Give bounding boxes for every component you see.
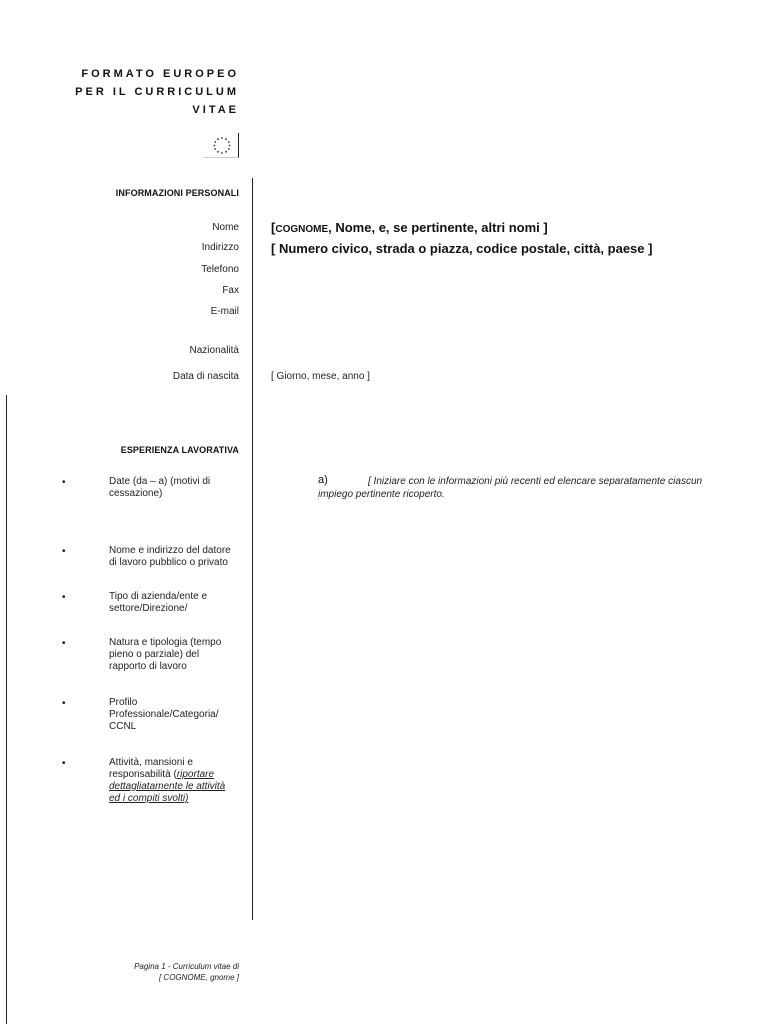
exp-label-contract-type [109, 637, 249, 673]
exp-label-line: Professionale/Categoria/ [109, 709, 219, 720]
personal-info-heading: INFORMAZIONI PERSONALI [115, 188, 239, 198]
bullet: • [62, 592, 66, 603]
exp-label-line: Date (da – a) (motivi di [109, 476, 211, 487]
exp-label-line [109, 793, 249, 805]
exp-label-line: pieno o parziale) del [109, 649, 200, 660]
value-data-nascita: [ Giorno, mese, anno ] [271, 371, 370, 382]
exp-entry-marker: a) [318, 474, 328, 486]
exp-label-line [109, 781, 249, 793]
exp-label-line: Tipo di azienda/ente e [109, 591, 208, 602]
exp-label-line: CCNL [109, 721, 137, 732]
bullet: • [62, 638, 66, 649]
experience-heading: ESPERIENZA LAVORATIVA [120, 445, 239, 455]
exp-label-line: cessazione) [109, 488, 163, 499]
value-nome [271, 220, 548, 235]
exp-entry-text: [ Iniziare con le informazioni più recenti ed elencare separatamente ciascun impiego pertinente ricoperto. [318, 476, 703, 500]
label-indirizzo: Indirizzo [201, 242, 239, 253]
label-data-nascita: Data di nascita [172, 371, 239, 382]
label-fax: Fax [222, 285, 239, 296]
exp-label-underlined: dettagliatamente le attività [109, 781, 226, 792]
exp-label-line: settore/Direzione/ [109, 603, 188, 614]
bullet: • [62, 758, 66, 769]
bullet: • [62, 698, 66, 709]
exp-label-line: Attività, mansioni e [109, 757, 193, 768]
footer-line: [ COGNOME, gnome ] [158, 973, 239, 982]
exp-label-profile [109, 697, 249, 733]
exp-label-line: Profilo [109, 697, 138, 708]
exp-label-line: Nome e indirizzo del datore [109, 545, 231, 556]
exp-label-line [109, 769, 249, 781]
left-margin-line [6, 395, 7, 1024]
value-indirizzo: [ Numero civico, strada o piazza, codice postale, città, paese ] [271, 241, 653, 256]
page-footer [134, 961, 239, 983]
label-nome: Nome [212, 222, 239, 233]
column-divider [252, 178, 253, 920]
exp-label-underlined: ed i compiti svolti) [109, 793, 189, 804]
label-nazionalita: Nazionalità [189, 345, 239, 356]
nome-prefix: [ [271, 220, 276, 235]
exp-label-line: Natura e tipologia (tempo [109, 637, 222, 648]
eu-logo [203, 133, 239, 158]
exp-label-employer [109, 545, 249, 569]
footer-line: Pagina 1 - Curriculum vitae di [134, 962, 239, 971]
exp-label-line: rapporto di lavoro [109, 661, 187, 672]
cv-title-line-3: VITAE [192, 104, 239, 116]
bullet: • [62, 477, 66, 488]
exp-label-line: di lavoro pubblico o privato [109, 557, 228, 568]
exp-label-underlined: riportare [176, 769, 215, 780]
nome-rest: , Nome, e, se pertinente, altri nomi ] [328, 220, 548, 235]
exp-label-date [109, 476, 249, 500]
exp-label-duties [109, 757, 249, 805]
bullet: • [62, 546, 66, 557]
label-telefono: Telefono [201, 264, 239, 275]
exp-label-company-type [109, 591, 249, 615]
eu-stars-icon [210, 135, 234, 155]
cv-title-line-2: PER IL CURRICULUM [75, 86, 239, 98]
cv-title-line-1: FORMATO EUROPEO [81, 68, 239, 80]
label-email: E-mail [210, 306, 239, 317]
nome-cognome: COGNOME [275, 224, 329, 235]
exp-label-text: responsabilità ( [109, 769, 177, 780]
